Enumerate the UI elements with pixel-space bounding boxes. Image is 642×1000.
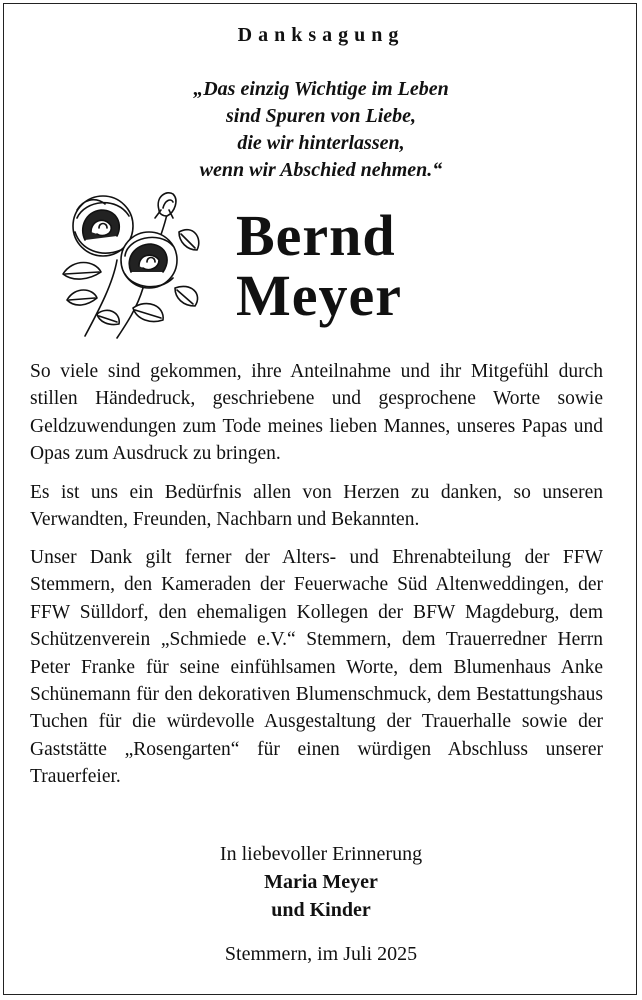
quote-line-2: sind Spuren von Liebe, (225, 105, 417, 127)
quote-line-1: „Das einzig Wichtige im Leben (193, 78, 449, 100)
quote-line-4: wenn wir Abschied nehmen.“ (199, 159, 443, 181)
quote-line-3: die wir hinterlassen, (237, 132, 405, 154)
signer-family: und Kinder (271, 899, 371, 921)
closing (0, 840, 642, 924)
paragraph-3: Unser Dank gilt ferner der Alters- und Ehrenabteilung der FFW Stemmern, den Kameraden der Feuerwache Süd Altenweddingen, der FFW Sülldorf, den ehemaligen Kollegen der BFW Magdeburg, dem Schützenverein „Schmiede e.V.“ Stemmern, dem Trauerredner Herrn Peter Franke für seine einfühlsamen Worte, dem Blumenhaus Anke Schünemann für den dekorativen Blumenschmuck, dem Bestattungshaus Tuchen für die würdevolle Ausgestaltung der Trauerhalle sowie der Gaststätte „Rosengarten“ für einen würdigen Abschluss unserer Trauerfeier. (30, 547, 603, 788)
first-name: Bernd (236, 203, 396, 268)
closing-phrase: In liebevoller Erinnerung (219, 843, 423, 865)
paragraph-2: Es ist uns ein Bedürfnis allen von Herzen zu danken, so unseren Verwandten, Freunden, Nachbarn und Bekannten. (30, 482, 603, 531)
last-name: Meyer (236, 263, 402, 328)
signer: Maria Meyer (264, 871, 378, 893)
paragraph-1: So viele sind gekommen, ihre Anteilnahme und ihr Mitgefühl durch stillen Händedruck, geschriebene und gesprochene Worte sowie Geldzuwendungen zum Tode meines lieben Mannes, unseres Papas und Opas zum Ausdruck zu bringen. (30, 361, 603, 465)
deceased-name (236, 203, 402, 328)
place-date: Stemmern, im Juli 2025 (224, 943, 418, 965)
heading: Danksagung (237, 24, 405, 46)
roses-icon (55, 188, 205, 340)
quote (0, 76, 642, 184)
